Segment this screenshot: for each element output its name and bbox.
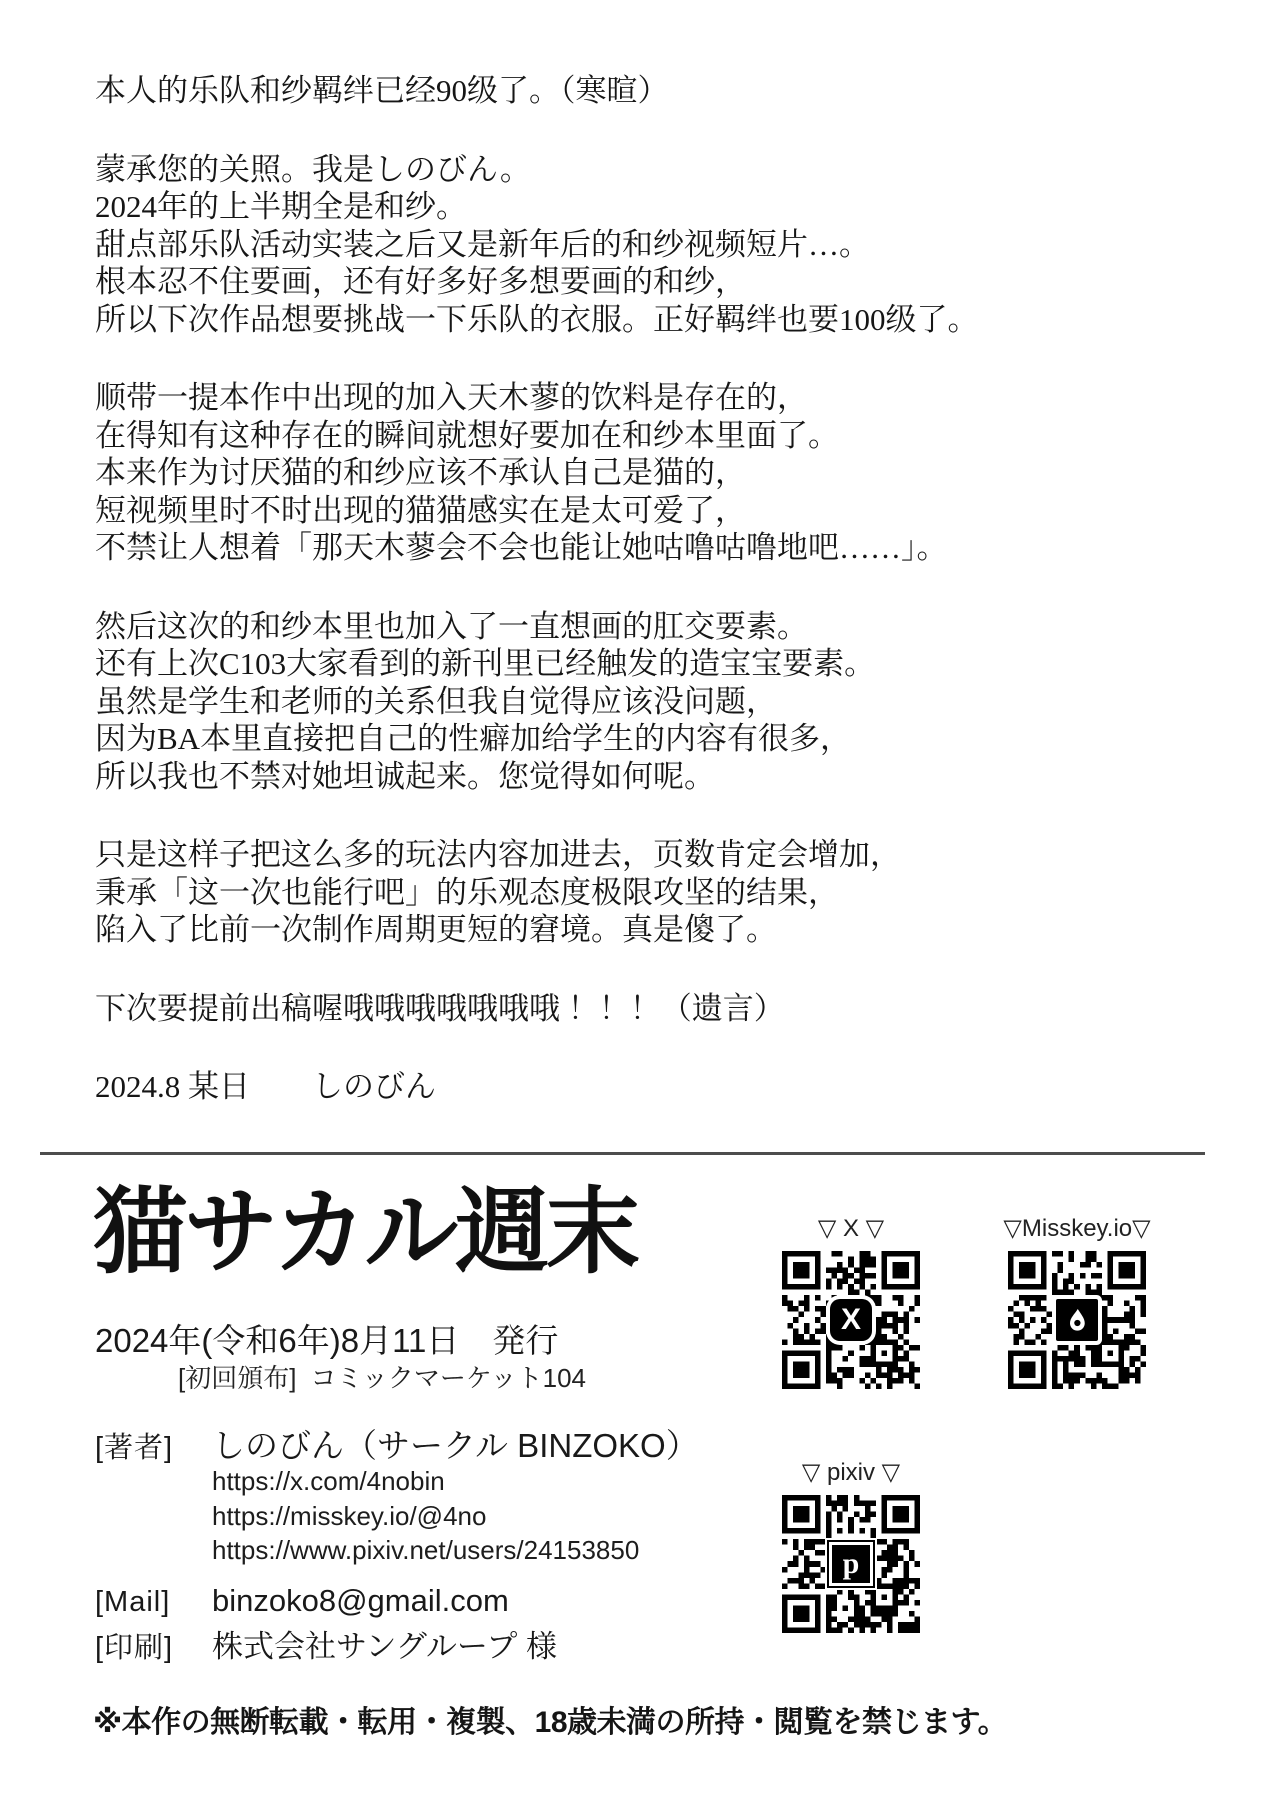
section-divider: [40, 1152, 1205, 1155]
pixiv-qr-label: ▽ pixiv ▽: [801, 1459, 901, 1486]
afterword-paragraph: 下次要提前出稿喔哦哦哦哦哦哦哦 ！！！（遗言）: [95, 990, 785, 1026]
pixiv-logo-icon: p: [829, 1542, 873, 1586]
mail-label: [Mail]: [95, 1586, 171, 1618]
afterword-paragraph: 本人的乐队和纱羁绊已经90级了。（寒暄）: [95, 73, 669, 108]
misskey-qr-block: [1003, 1214, 1151, 1389]
afterword-paragraph: 蒙承您的关照。我是しのびん。 2024年的上半期全是和纱。 甜点部乐队活动实装之后又是新年后的和纱视频短片…。 根本忍不住要画，还有好多好多想要画的和纱， 所以下次作品想要挑战一下乐队的衣服。正好羁绊也要100级了。: [95, 151, 979, 337]
author-label: [著者]: [95, 1432, 174, 1464]
author-url-list: [212, 1464, 639, 1568]
afterword-paragraph: 顺带一提本作中出现的加入天木蓼的饮料是存在的， 在得知有这种存在的瞬间就想好要加在和纱本里面了。 本来作为讨厌猫的和纱应该不承认自己是猫的， 短视频里时不时出现的猫猫感实在是太可爱了， 不禁让人想着「那天木蓼会不会也能让她咕噜咕噜地吧……」。: [95, 380, 948, 565]
misskey-qr-label: ▽Misskey.io▽: [1003, 1215, 1151, 1242]
x-logo-icon: X: [830, 1299, 872, 1341]
misskey-drop-icon: [1056, 1299, 1098, 1341]
pixiv-qr-block: [782, 1458, 920, 1633]
afterword-paragraph: 然后这次的和纱本里也加入了一直想画的肛交要素。 还有上次C103大家看到的新刊里已经触发的造宝宝要素。 虽然是学生和老师的关系但我自觉得应该没问题， 因为BA本里直接把自己的性癖加给学生的内容有很多， 所以我也不禁对她坦诚起来。您觉得如何呢。: [95, 608, 876, 794]
misskey-qr-code: [1008, 1251, 1146, 1389]
print-value: 株式会社サングループ 様: [212, 1629, 557, 1664]
author-url: https://misskey.io/@4no: [212, 1500, 487, 1531]
author-url: https://www.pixiv.net/users/24153850: [212, 1535, 640, 1565]
author-value: しのびん（サークル BINZOKO）: [212, 1427, 699, 1464]
afterword-paragraph: 只是这样子把这么多的玩法内容加进去，页数肯定会增加， 秉承「这一次也能行吧」的乐观态度极限攻坚的结果， 陷入了比前一次制作周期更短的窘境。真是傻了。: [95, 837, 901, 947]
first-distribution-label: [初回頒布]: [178, 1363, 297, 1393]
first-distribution-row: [178, 1358, 586, 1395]
print-label: [印刷]: [95, 1632, 174, 1664]
print-row: [95, 1621, 557, 1666]
x-qr-label: ▽ X ▽: [817, 1215, 885, 1242]
mail-row: [95, 1583, 509, 1619]
book-title: 猫サカル週末: [93, 1179, 638, 1284]
copyright-notice: ※本作の無断転載・転用・複製、18歳未満の所持・閲覧を禁じます。: [93, 1706, 1008, 1739]
author-url: https://x.com/4nobin: [212, 1466, 445, 1496]
publish-date: 2024年(令和6年)8月11日 発行: [95, 1322, 559, 1359]
mail-value: binzoko8@gmail.com: [212, 1583, 509, 1618]
afterword-text: [95, 72, 1195, 1147]
author-row: [95, 1420, 699, 1467]
x-qr-code: [782, 1251, 920, 1389]
first-distribution-value: コミックマーケット104: [310, 1363, 587, 1393]
pixiv-qr-code: [782, 1495, 920, 1633]
x-qr-block: [782, 1214, 920, 1389]
afterword-paragraph: 2024.8 某日 しのびん: [95, 1069, 436, 1104]
